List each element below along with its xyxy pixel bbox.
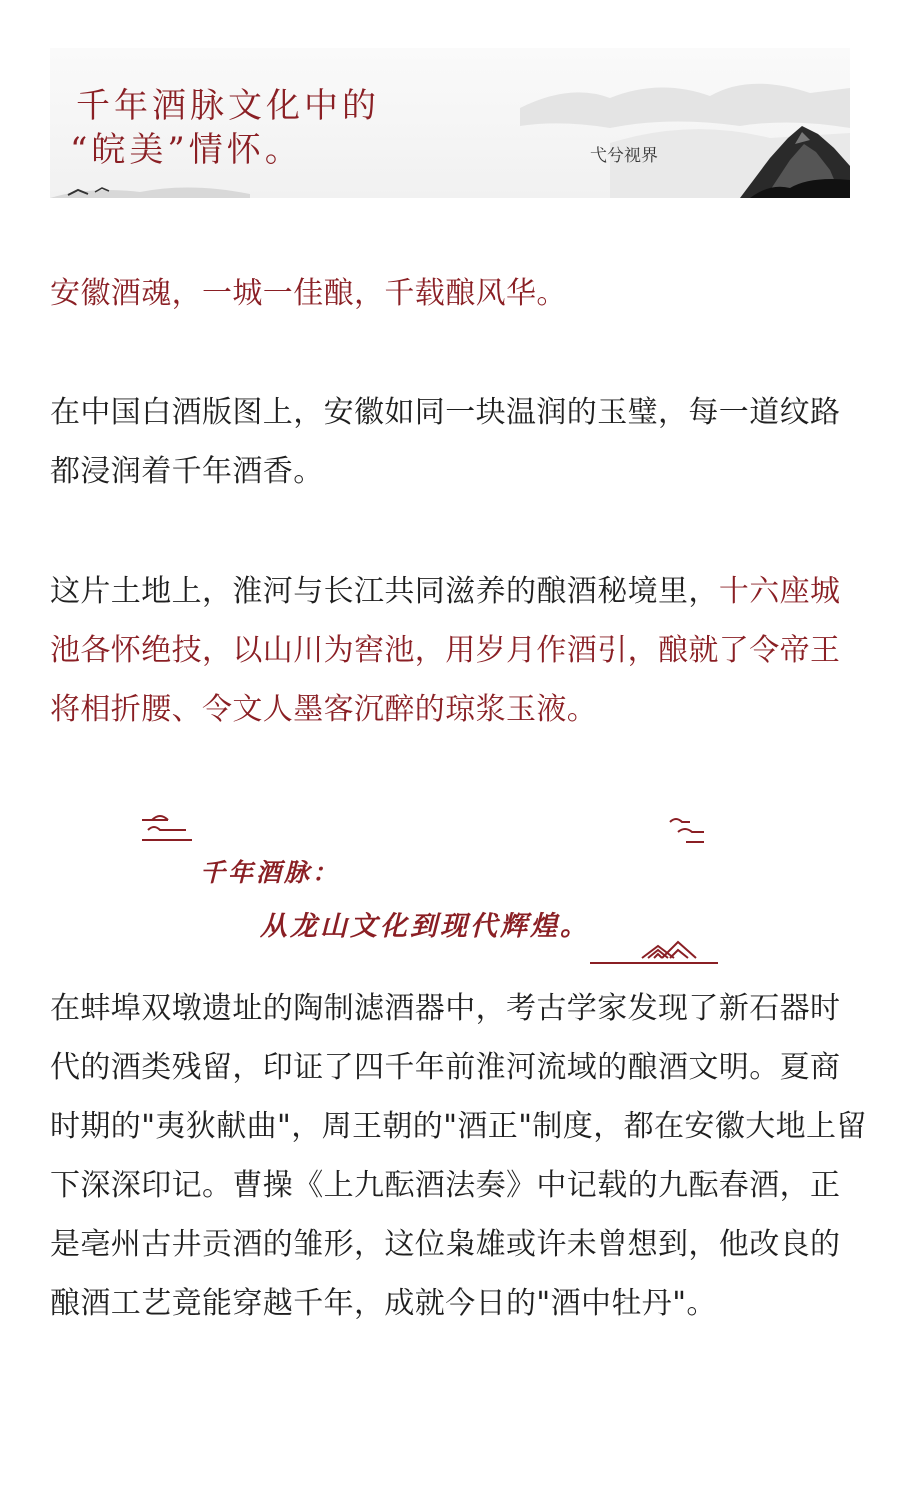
banner-title-line2: “皖美”情怀。 (70, 130, 303, 170)
paragraph-2-plain: 这片土地上，淮河与长江共同滋养的酿酒秘境里， (50, 574, 719, 609)
intro-tagline: 安徽酒魂，一城一佳酿，千载酿风华。 (50, 276, 567, 311)
section-header (130, 808, 750, 973)
paragraph-2 (50, 562, 868, 739)
section-title: 千年酒脉： (200, 858, 341, 887)
paragraph-1: 在中国白酒版图上，安徽如同一块温润的玉璧，每一道纹路都浸润着千年酒香。 (50, 395, 841, 489)
brand-label: 弋兮视界 (590, 146, 658, 166)
section-subtitle: 从龙山文化到现代辉煌。 (260, 911, 590, 942)
paragraph-3: 在蚌埠双墩遗址的陶制滤酒器中，考古学家发现了新石器时代的酒类残留，印证了四千年前淮河流域的酿酒文明。夏商时期的"夷狄献曲"，周王朝的"酒正"制度，都在安徽大地上留下深深印记。曹操《上九酝酒法奏》中记载的九酝春酒，正是亳州古井贡酒的雏形，这位枭雄或许未曾想到，他改良的酿酒工艺竟能穿越千年，成就今日的"酒中牡丹"。 (50, 991, 867, 1321)
cloud-ornament-icon (130, 808, 750, 973)
paragraph-2-highlight: 十六座城池各怀绝技，以山川为窖池，用岁月作酒引，酿就了令帝王将相折腰、令文人墨客沉醉的琼浆玉液。 (50, 574, 841, 727)
banner-title (70, 84, 380, 172)
header-banner (50, 48, 850, 198)
banner-title-line1: 千年酒脉文化中的 (76, 86, 380, 126)
